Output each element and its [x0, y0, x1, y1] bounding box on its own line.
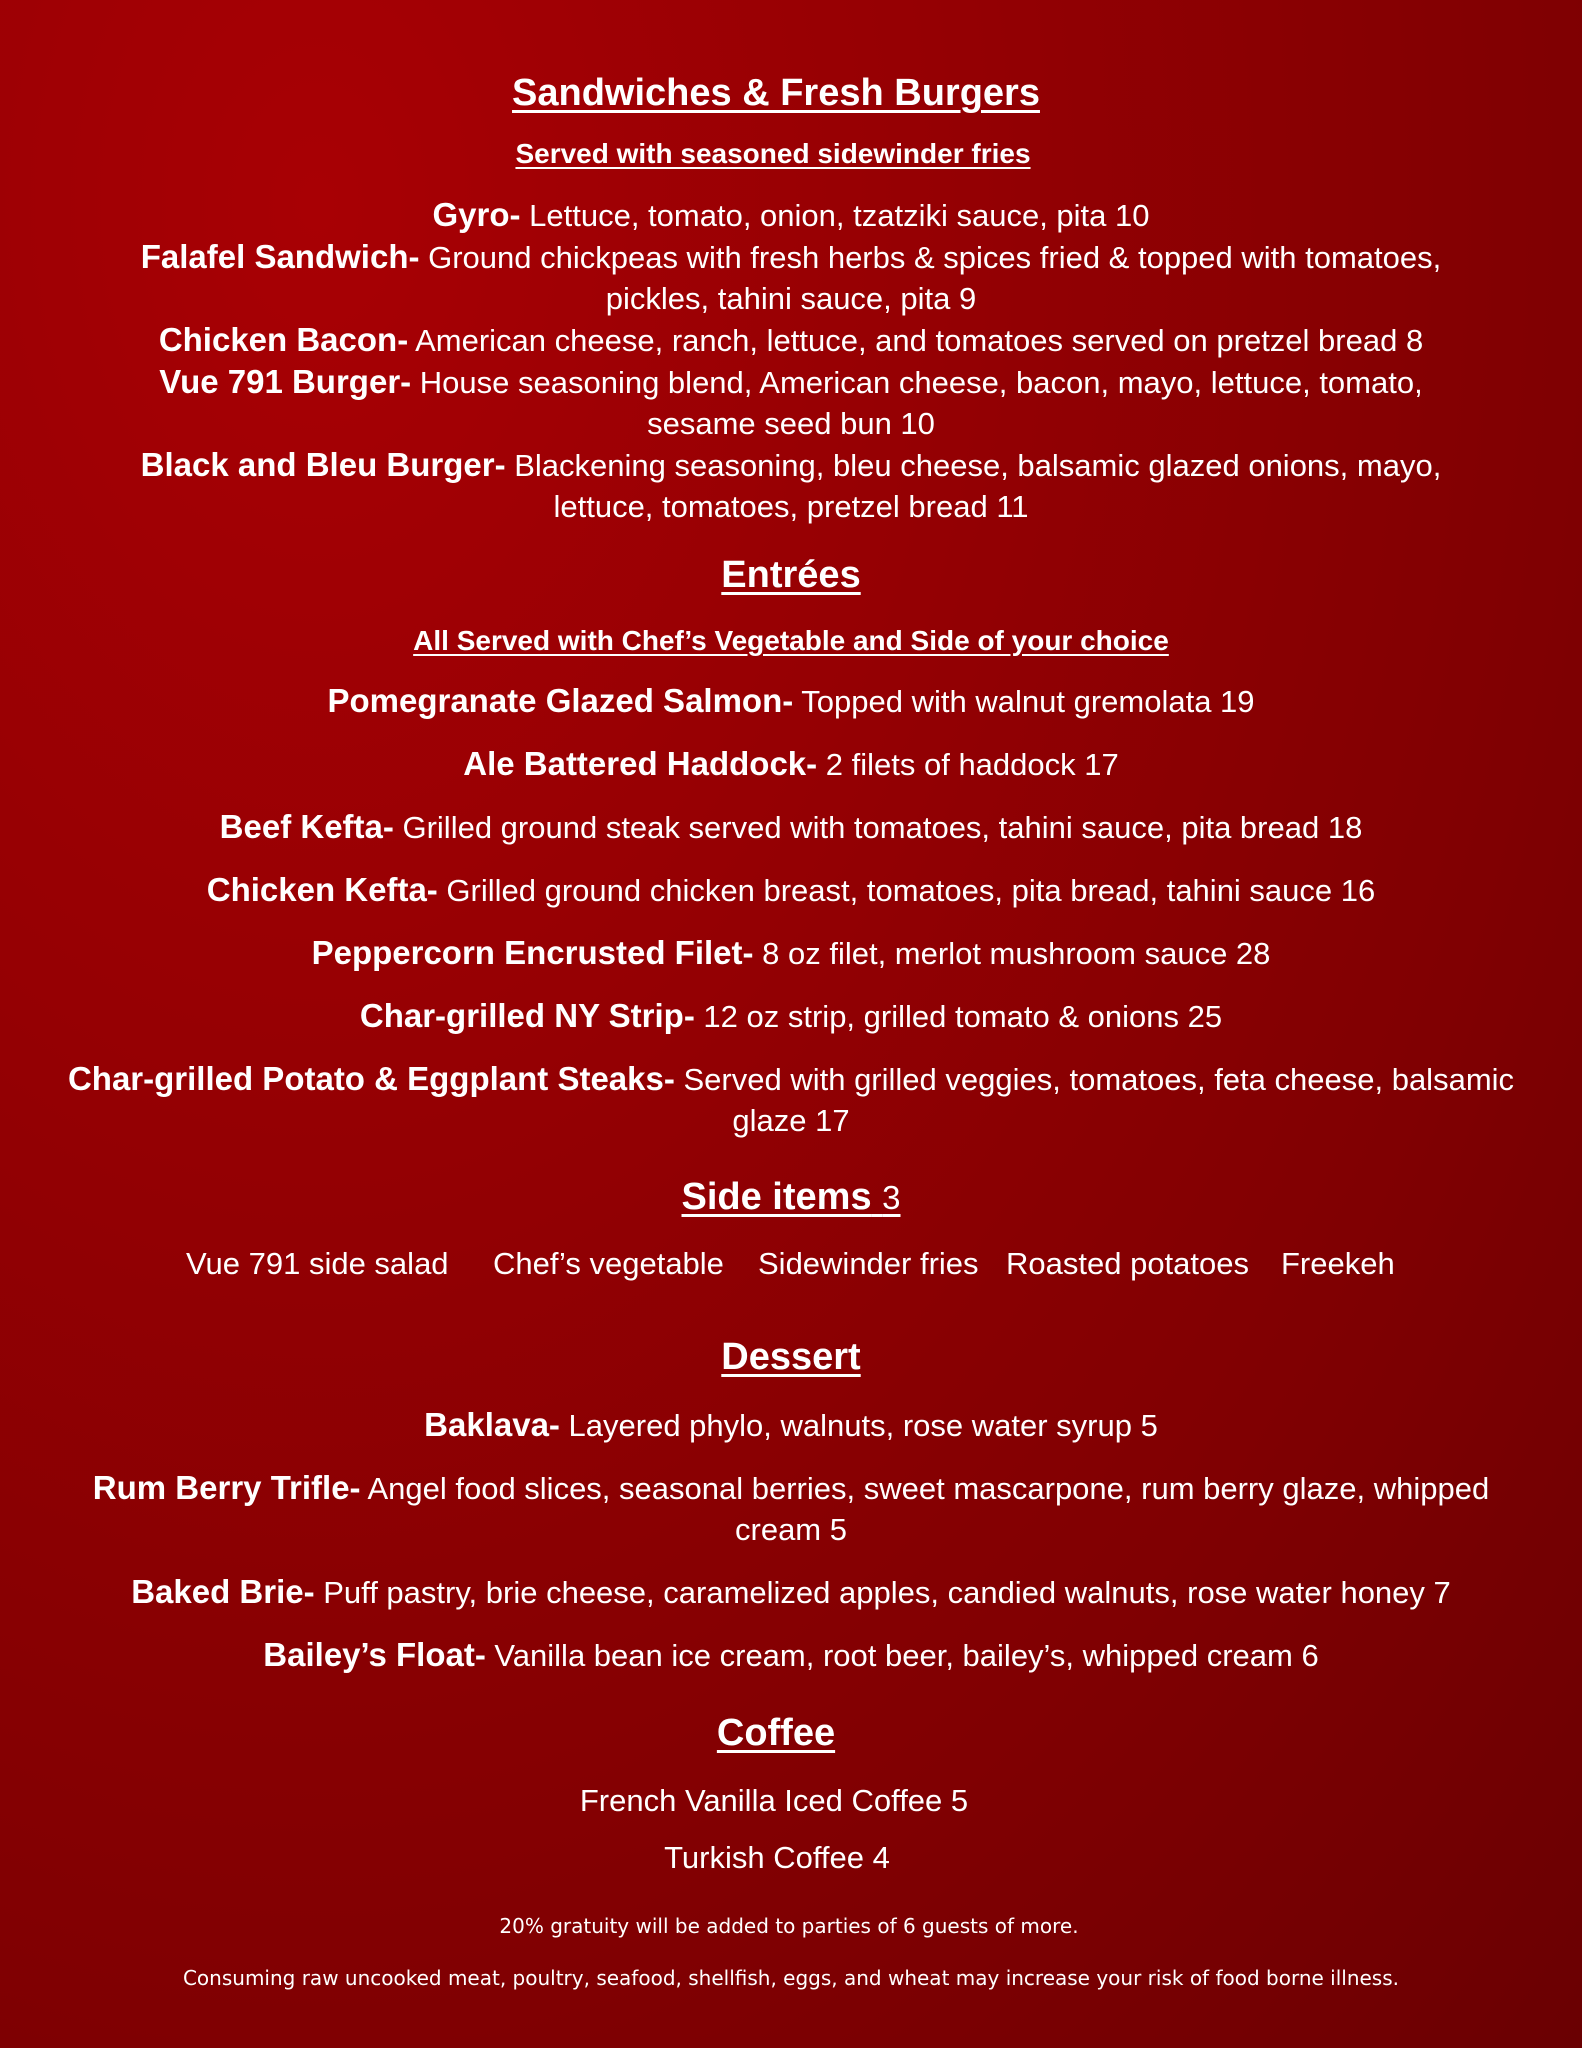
coffee-item: Turkish Coffee 4 [664, 1840, 890, 1875]
item-name: Baklava- [424, 1406, 560, 1443]
side-item: Sidewinder fries [758, 1246, 979, 1281]
menu-item-chicken-bacon [101, 319, 1481, 361]
item-desc: 12 oz strip, grilled tomato & onions 25 [694, 999, 1223, 1034]
gratuity-text: 20% gratuity will be added to parties of 6 guests of more. [499, 1914, 1079, 1938]
sandwiches-title: Sandwiches & Fresh Burgers [512, 72, 1040, 114]
menu-item-black-bleu-burger [126, 444, 1456, 527]
sandwiches-subtitle-wrap [0, 138, 1582, 170]
coffee-item: French Vanilla Iced Coffee 5 [579, 1783, 969, 1818]
menu-item-baileys-float [66, 1634, 1516, 1676]
item-name: Black and Bleu Burger- [140, 446, 506, 483]
item-name: Falafel Sandwich- [140, 238, 420, 275]
menu-item-beef-kefta [91, 806, 1491, 848]
item-name: Peppercorn Encrusted Filet- [311, 934, 754, 971]
menu-item-trifle [66, 1467, 1516, 1550]
item-name: Vue 791 Burger- [159, 363, 412, 400]
menu-item-baked-brie [66, 1571, 1516, 1613]
side-item: Roasted potatoes [1006, 1246, 1250, 1281]
side-item: Vue 791 side salad [186, 1246, 449, 1281]
item-desc: Vanilla bean ice cream, root beer, bailey’s, whipped cream 6 [485, 1638, 1319, 1673]
item-desc: Lettuce, tomato, onion, tzatziki sauce, pita 10 [520, 198, 1150, 233]
side-item: Freekeh [1281, 1246, 1395, 1281]
sides-title-line [0, 1172, 1582, 1223]
item-desc: Ground chickpeas with fresh herbs & spices fried & topped with tomatoes, pickles, tahini sauce, pita 9 [419, 240, 1442, 316]
warning-text: Consuming raw uncooked meat, poultry, seafood, shellfish, eggs, and wheat may increase your risk of food borne illness. [182, 1966, 1400, 1990]
item-desc: American cheese, ranch, lettuce, and tomatoes served on pretzel bread 8 [408, 323, 1424, 358]
item-desc: Blackening seasoning, bleu cheese, balsamic glazed onions, mayo, lettuce, tomatoes, pretzel bread 11 [505, 448, 1442, 524]
menu-item-vue-burger [141, 361, 1441, 444]
sandwiches-subtitle: Served with seasoned sidewinder fries [515, 138, 1031, 169]
item-desc: Angel food slices, seasonal berries, sweet mascarpone, rum berry glaze, whipped cream 5 [360, 1471, 1490, 1547]
item-desc: House seasoning blend, American cheese, bacon, mayo, lettuce, tomato, sesame seed bun 10 [411, 365, 1423, 441]
item-name: Bailey’s Float- [263, 1636, 486, 1673]
menu-item-baklava [66, 1404, 1516, 1446]
item-desc: 8 oz filet, merlot mushroom sauce 28 [753, 936, 1271, 971]
menu-item-potato-eggplant [51, 1058, 1531, 1141]
item-desc: Grilled ground steak served with tomatoes, tahini sauce, pita bread 18 [393, 810, 1363, 845]
sandwiches-list [0, 194, 1582, 527]
item-name: Pomegranate Glazed Salmon- [327, 682, 794, 719]
entrees-subtitle: All Served with Chef’s Vegetable and Side of your choice [413, 625, 1169, 656]
item-desc: Topped with walnut gremolata 19 [793, 684, 1255, 719]
entrees-subtitle-wrap [0, 625, 1582, 657]
item-name: Ale Battered Haddock- [463, 745, 818, 782]
item-desc: Layered phylo, walnuts, rose water syrup 5 [559, 1408, 1158, 1443]
menu-item-filet [91, 932, 1491, 974]
item-name: Baked Brie- [131, 1573, 315, 1610]
menu-item-haddock [91, 743, 1491, 785]
food-warning-note [0, 1966, 1582, 1990]
gratuity-note [0, 1914, 1582, 1938]
item-name: Chicken Bacon- [158, 321, 409, 358]
dessert-section [0, 1332, 1582, 1382]
sandwiches-section [0, 68, 1582, 118]
dessert-list [0, 1404, 1582, 1676]
coffee-list [0, 1780, 1582, 1878]
item-name: Char-grilled Potato & Eggplant Steaks- [67, 1060, 675, 1097]
menu-item-ny-strip [91, 995, 1491, 1037]
entrees-title: Entrées [721, 554, 861, 596]
item-name: Chicken Kefta- [206, 871, 438, 908]
item-name: Rum Berry Trifle- [92, 1469, 361, 1506]
coffee-section [0, 1708, 1582, 1758]
menu-item-chicken-kefta [91, 869, 1491, 911]
item-name: Char-grilled NY Strip- [359, 997, 695, 1034]
item-desc: Served with grilled veggies, tomatoes, feta cheese, balsamic glaze 17 [674, 1062, 1515, 1138]
sides-price: 3 [882, 1179, 901, 1216]
item-name: Beef Kefta- [219, 808, 394, 845]
menu-item-falafel [126, 236, 1456, 319]
side-item: Chef’s vegetable [493, 1246, 724, 1281]
item-desc: Grilled ground chicken breast, tomatoes, pita bread, tahini sauce 16 [437, 873, 1376, 908]
entrees-section [0, 550, 1582, 600]
coffee-title: Coffee [716, 1712, 836, 1754]
entrees-list [0, 680, 1582, 1141]
dessert-title: Dessert [721, 1336, 861, 1378]
menu-item-gyro [241, 194, 1341, 236]
item-name: Gyro- [432, 196, 521, 233]
sides-section [0, 1172, 1582, 1223]
item-desc: Puff pastry, brie cheese, caramelized apples, candied walnuts, rose water honey 7 [314, 1575, 1451, 1610]
menu-item-salmon [91, 680, 1491, 722]
sides-title: Side items [681, 1176, 872, 1218]
item-desc: 2 filets of haddock 17 [817, 747, 1119, 782]
